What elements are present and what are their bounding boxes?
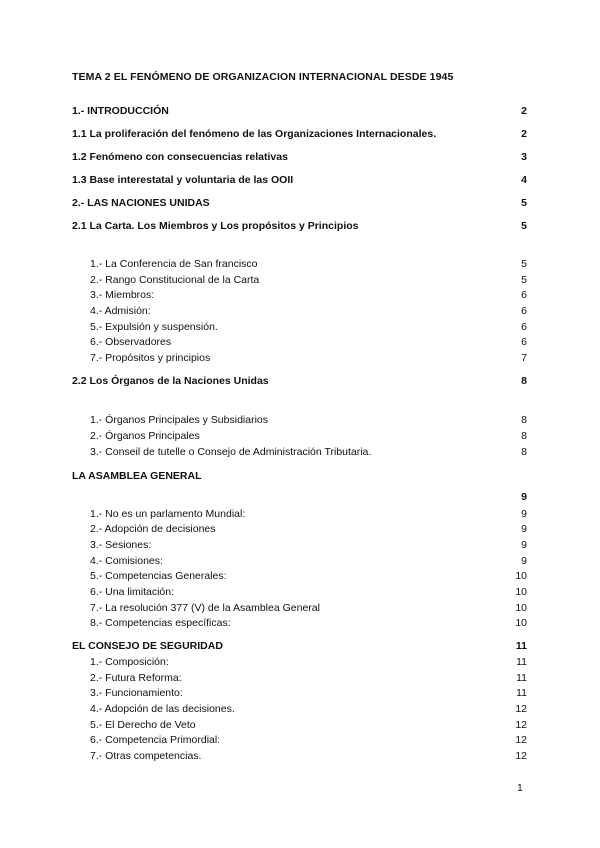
toc-subentry[interactable] [90, 539, 527, 551]
toc-page: 6 [521, 305, 527, 317]
toc-label: 6.- Competencia Primordial: [90, 734, 221, 746]
toc-label: 3.- Sesiones: [90, 539, 152, 551]
toc-page: 8 [521, 430, 527, 442]
toc-label: 1.1 La proliferación del fenómeno de las Organizaciones Internacionales. [72, 128, 437, 140]
toc-label: 2.- Futura Reforma: [90, 672, 182, 684]
toc-page: 9 [521, 523, 527, 535]
toc-page: 10 [515, 617, 527, 629]
toc-subentry[interactable] [90, 352, 527, 364]
toc-subentry[interactable] [90, 305, 527, 317]
toc-subentry[interactable] [90, 656, 527, 668]
toc-subentry[interactable] [90, 687, 527, 699]
toc-subentry[interactable] [90, 321, 527, 333]
toc-page: 5 [521, 274, 527, 286]
toc-subentry[interactable] [90, 719, 527, 731]
toc-page: 5 [521, 258, 527, 270]
toc-page: 12 [515, 734, 527, 746]
toc-page: 12 [515, 719, 527, 731]
toc-label: 1.- La Conferencia de San francisco [90, 258, 258, 270]
toc-entry-1-1[interactable] [72, 128, 527, 140]
toc-label: 1.3 Base interestatal y voluntaria de las OOII [72, 174, 294, 186]
document-title: TEMA 2 EL FENÓMENO DE ORGANIZACION INTERNACIONAL DESDE 1945 [72, 71, 454, 83]
toc-page: 3 [521, 151, 527, 163]
toc-subentry[interactable] [90, 734, 527, 746]
toc-page: 10 [515, 602, 527, 614]
toc-label: 1.- Órganos Principales y Subsidiarios [90, 414, 268, 426]
toc-page: 8 [521, 414, 527, 426]
toc-subentry[interactable] [90, 430, 527, 442]
toc-page: 11 [516, 687, 527, 699]
toc-entry-1-3[interactable] [72, 174, 527, 186]
toc-subentry[interactable] [90, 274, 527, 286]
toc-label: 7.- Otras competencias. [90, 750, 202, 762]
toc-label: 1.2 Fenómeno con consecuencias relativas [72, 151, 288, 163]
toc-label: 4.- Admisión: [90, 305, 151, 317]
toc-label: 1.- Composición: [90, 656, 169, 668]
toc-page: 2 [521, 105, 527, 117]
toc-label: 1.- INTRODUCCIÓN [72, 105, 169, 117]
toc-page: 6 [521, 321, 527, 333]
toc-subentry[interactable] [90, 555, 527, 567]
toc-page: 12 [515, 703, 527, 715]
toc-page: 4 [521, 174, 527, 186]
toc-page: 5 [521, 220, 527, 232]
toc-page: 8 [521, 375, 527, 387]
toc-entry-consejo-seguridad[interactable] [72, 640, 527, 652]
toc-label: 7.- Propósitos y principios [90, 352, 211, 364]
toc-page: 11 [516, 656, 527, 668]
toc-entry-introduccion[interactable] [72, 105, 527, 117]
toc-subentry[interactable] [90, 446, 527, 458]
toc-page: 9 [521, 508, 527, 520]
toc-label: 2.- Adopción de decisiones [90, 523, 216, 535]
toc-page: 10 [515, 586, 527, 598]
toc-subentry[interactable] [90, 672, 527, 684]
toc-subentry[interactable] [90, 703, 527, 715]
toc-label: 5.- Expulsión y suspensión. [90, 321, 218, 333]
toc-page: 11 [515, 640, 527, 652]
toc-page: 5 [521, 197, 527, 209]
toc-page-asamblea: 9 [521, 491, 527, 503]
toc-label: 7.- La resolución 377 (V) de la Asamblea General [90, 602, 320, 614]
toc-label: 3.- Conseil de tutelle o Consejo de Administración Tributaria. [90, 446, 372, 458]
toc-label: 2.- LAS NACIONES UNIDAS [72, 197, 210, 209]
toc-label: 2.- Rango Constitucional de la Carta [90, 274, 260, 286]
toc-subentry[interactable] [90, 617, 527, 629]
toc-entry-asamblea-general[interactable] [72, 470, 527, 482]
toc-label: 6.- Una limitación: [90, 586, 175, 598]
toc-label: 5.- El Derecho de Veto [90, 719, 196, 731]
toc-label: 4.- Adopción de las decisiones. [90, 703, 235, 715]
toc-label: 1.- No es un parlamento Mundial: [90, 508, 246, 520]
toc-page: 2 [521, 128, 527, 140]
toc-subentry[interactable] [90, 602, 527, 614]
toc-subentry[interactable] [90, 336, 527, 348]
toc-page: 12 [515, 750, 527, 762]
toc-label: EL CONSEJO DE SEGURIDAD [72, 640, 223, 652]
toc-label: 5.- Competencias Generales: [90, 570, 227, 582]
toc-subentry[interactable] [90, 523, 527, 535]
toc-subentry[interactable] [90, 750, 527, 762]
toc-subentry[interactable] [90, 258, 527, 270]
toc-label: LA ASAMBLEA GENERAL [72, 470, 202, 482]
toc-page: 7 [521, 352, 527, 364]
toc-page: 8 [521, 446, 527, 458]
toc-subentry[interactable] [90, 414, 527, 426]
toc-subentry[interactable] [90, 586, 527, 598]
toc-page: 6 [521, 289, 527, 301]
toc-page: 9 [521, 539, 527, 551]
toc-label: 2.2 Los Órganos de la Naciones Unidas [72, 375, 269, 387]
toc-entry-2-1[interactable] [72, 220, 527, 232]
toc-label: 6.- Observadores [90, 336, 172, 348]
toc-page: 11 [516, 672, 527, 684]
toc-entry-1-2[interactable] [72, 151, 527, 163]
toc-page: 10 [515, 570, 527, 582]
toc-subentry[interactable] [90, 289, 527, 301]
toc-page: 9 [521, 555, 527, 567]
toc-page: 6 [521, 336, 527, 348]
toc-label: 3.- Funcionamiento: [90, 687, 183, 699]
toc-entry-naciones-unidas[interactable] [72, 197, 527, 209]
toc-subentry[interactable] [90, 570, 527, 582]
toc-label: 2.- Órganos Principales [90, 430, 200, 442]
toc-label: 4.- Comisiones: [90, 555, 163, 567]
toc-label: 8.- Competencias específicas: [90, 617, 231, 629]
toc-label: 2.1 La Carta. Los Miembros y Los propósitos y Principios [72, 220, 359, 232]
page-number: 1 [517, 782, 523, 794]
toc-label: 3.- Miembros: [90, 289, 155, 301]
toc-subentry[interactable] [90, 508, 527, 520]
toc-entry-2-2[interactable] [72, 375, 527, 387]
